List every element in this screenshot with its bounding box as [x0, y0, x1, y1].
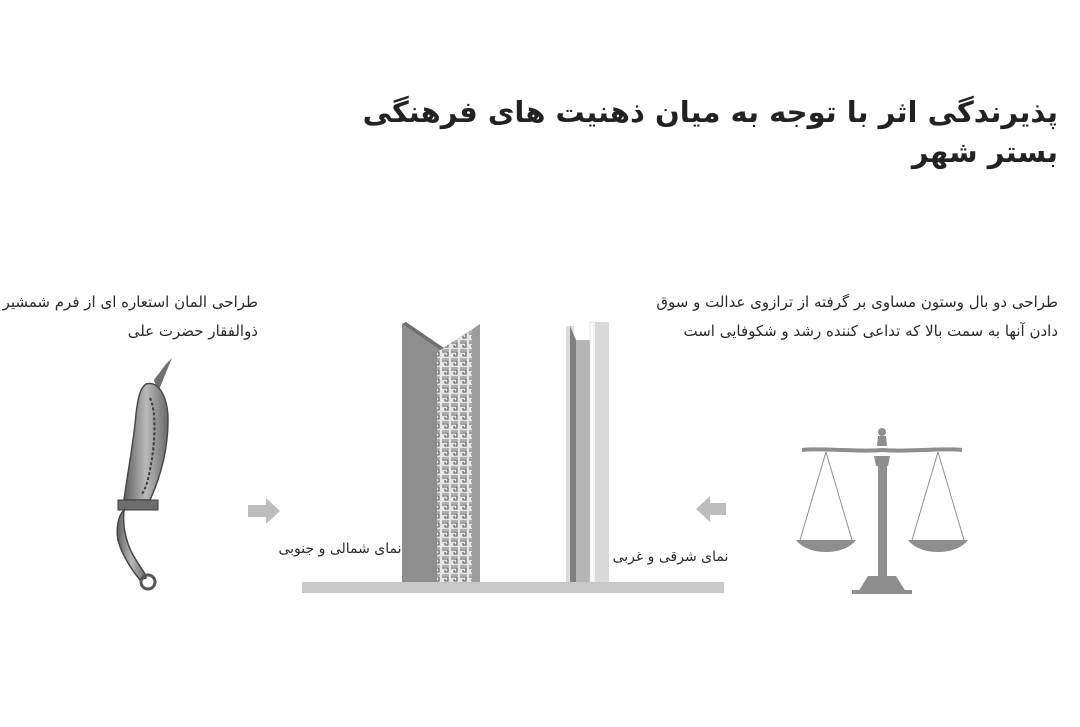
- arrow-right-icon: [248, 498, 280, 524]
- sword-icon: [117, 358, 172, 589]
- scales-caption-line-2: دادن آنها به سمت بالا که تداعی کننده رشد و شکوفایی است: [683, 322, 1058, 340]
- north-south-facade-label: نمای شمالی و جنوبی: [278, 541, 402, 557]
- base-slab: [302, 582, 724, 593]
- sword-caption-line-2: ذوالفقار حضرت علی: [127, 322, 258, 340]
- scales-icon: [796, 428, 968, 594]
- scales-caption-line-1: طراحی دو بال وستون مساوی بر گرفته از ترازوی عدالت و سوق: [656, 293, 1058, 311]
- east-west-facade-label: نمای شرقی و غربی: [612, 549, 729, 565]
- east-west-facade: [566, 322, 609, 582]
- page-title: پذیرندگی اثر با توجه به میان ذهنیت های فرهنگی بستر شهر: [362, 95, 1058, 169]
- north-south-facade: [402, 322, 480, 582]
- sword-caption-line-1: طراحی المان استعاره ای از فرم شمشیر: [2, 293, 258, 311]
- arrow-left-icon: [696, 496, 726, 522]
